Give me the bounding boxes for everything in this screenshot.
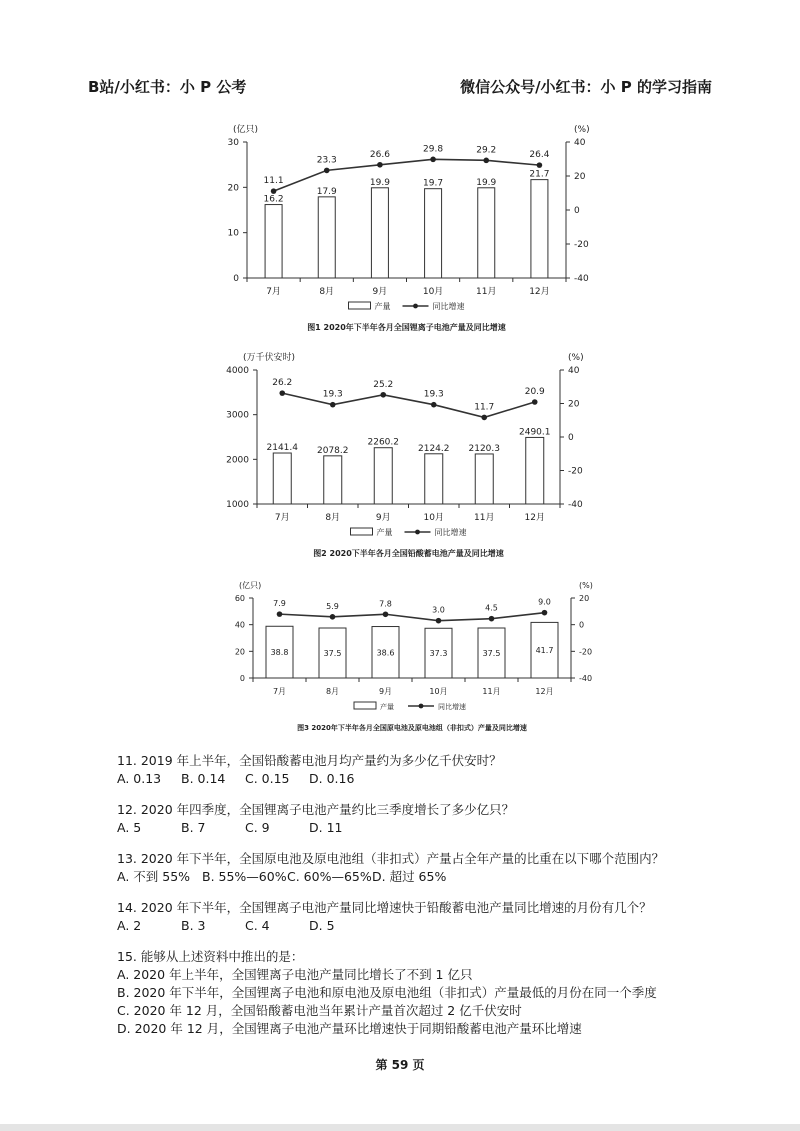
- growth-point: [324, 168, 330, 174]
- bar-value-label: 37.5: [482, 649, 501, 658]
- option-c[interactable]: C. 4: [245, 918, 270, 933]
- growth-point: [380, 392, 386, 398]
- x-tick-label: 7月: [272, 687, 287, 696]
- option-row: [117, 819, 757, 837]
- legend-line-label: 同比增速: [432, 302, 465, 311]
- y2-tick-label: -20: [574, 240, 589, 250]
- y2-tick-label: -20: [579, 647, 593, 657]
- bar-value-label: 2260.2: [367, 437, 399, 448]
- x-tick-label: 10月: [429, 687, 448, 696]
- question-13: [117, 850, 757, 886]
- legend-bar-label: 产量: [376, 528, 393, 537]
- bar-value-label: 19.9: [476, 177, 497, 188]
- x-tick-label: 11月: [482, 687, 501, 696]
- bar-value-label: 19.9: [369, 177, 390, 188]
- option-b[interactable]: B. 7: [181, 820, 206, 835]
- x-tick-label: 9月: [378, 687, 393, 696]
- bar-value-label: 37.5: [323, 649, 342, 658]
- bar: [324, 456, 342, 504]
- bar: [526, 437, 544, 504]
- option-b[interactable]: B. 0.14: [181, 771, 226, 786]
- option-d[interactable]: D. 2020 年 12 月，全国锂离子电池产量环比增速快于同期铅酸蓄电池产量环比增速: [117, 1021, 582, 1036]
- x-tick-label: 8月: [319, 287, 335, 297]
- bar-value-label: 2490.1: [519, 427, 551, 438]
- legend-line-marker: [413, 304, 418, 309]
- y-tick-label: 30: [227, 138, 239, 148]
- bar-value-label: 19.7: [423, 178, 444, 189]
- header-right: 微信公众号/小红书：小 P 的学习指南: [460, 78, 712, 96]
- growth-line: [280, 613, 545, 621]
- y2-tick-label: 0: [568, 433, 574, 443]
- option-d[interactable]: D. 11: [309, 820, 343, 835]
- option-row: [117, 770, 757, 788]
- y2-tick-label: -20: [568, 466, 583, 477]
- bar-value-label: 2124.2: [418, 443, 450, 454]
- option-row: [117, 917, 757, 935]
- growth-value-label: 25.2: [373, 379, 394, 390]
- growth-point: [277, 611, 283, 617]
- bar: [531, 180, 548, 278]
- growth-point: [330, 402, 336, 408]
- question-15: [117, 948, 757, 1038]
- question-list: [117, 752, 757, 1051]
- growth-point: [377, 162, 383, 168]
- x-tick-label: 8月: [325, 687, 340, 696]
- x-tick-label: 12月: [524, 513, 545, 523]
- x-tick-label: 7月: [274, 513, 290, 523]
- chart-lead-acid-battery: [0, 340, 800, 570]
- chart-title: 图1 2020年下半年各月全国锂离子电池产量及同比增速: [307, 323, 506, 332]
- growth-value-label: 5.9: [326, 601, 339, 611]
- growth-value-label: 26.2: [272, 378, 293, 389]
- option-b[interactable]: B. 2020 年下半年，全国锂离子电池和原电池及原电池组（非扣式）产量最低的月份在同一个季度: [117, 985, 657, 1000]
- growth-point: [279, 390, 285, 396]
- option-d[interactable]: D. 超过 65%: [372, 869, 447, 884]
- growth-value-label: 9.0: [538, 597, 551, 607]
- scan-edge: [0, 1124, 800, 1131]
- y-tick-label: 1000: [226, 500, 249, 510]
- growth-value-label: 29.8: [423, 144, 444, 155]
- header-left: B站/小红书：小 P 公考: [88, 78, 247, 96]
- y-tick-label: 2000: [226, 455, 249, 466]
- x-tick-label: 11月: [474, 513, 495, 523]
- bar-value-label: 16.2: [263, 194, 284, 205]
- option-a[interactable]: A. 5: [117, 820, 142, 835]
- y2-tick-label: -40: [568, 500, 583, 510]
- growth-point: [489, 616, 495, 622]
- legend-line-marker: [415, 530, 420, 535]
- chart-title: 图3 2020年下半年各月全国原电池及原电池组（非扣式）产量及同比增速: [297, 724, 527, 732]
- right-unit-label: (%): [568, 353, 584, 363]
- y-tick-label: 0: [233, 274, 239, 284]
- bar: [475, 454, 493, 504]
- right-unit-label: (%): [574, 125, 590, 135]
- y-tick-label: 20: [227, 183, 239, 194]
- legend-bar-label: 产量: [374, 302, 391, 311]
- growth-line: [282, 393, 535, 417]
- bar-value-label: 2141.4: [266, 443, 298, 454]
- bar-value-label: 2078.2: [317, 445, 349, 456]
- bar: [374, 448, 392, 504]
- option-a[interactable]: A. 0.13: [117, 771, 162, 786]
- y2-tick-label: 40: [568, 366, 580, 376]
- growth-point: [271, 188, 277, 194]
- growth-point: [431, 402, 437, 408]
- bar: [265, 205, 282, 278]
- question-text: 14. 2020 年下半年，全国锂离子电池产量同比增速快于铅酸蓄电池产量同比增速的月份有几个？: [117, 900, 652, 915]
- growth-value-label: 7.9: [273, 599, 286, 609]
- growth-value-label: 11.1: [263, 176, 284, 187]
- question-14: [117, 899, 757, 935]
- x-tick-label: 11月: [476, 287, 497, 297]
- option-c[interactable]: C. 2020 年 12 月，全国铅酸蓄电池当年累计产量首次超过 2 亿千伏安时: [117, 1003, 522, 1018]
- left-unit-label: (万千伏安时): [243, 353, 296, 363]
- y-tick-label: 4000: [226, 366, 249, 376]
- growth-point: [383, 611, 389, 617]
- option-a[interactable]: A. 2: [117, 918, 142, 933]
- chart-primary-battery: [0, 572, 800, 742]
- y-tick-label: 10: [227, 228, 239, 239]
- legend-bar-swatch: [349, 302, 371, 309]
- growth-value-label: 19.3: [423, 389, 444, 400]
- y2-tick-label: -40: [579, 674, 593, 683]
- option-b[interactable]: B. 3: [181, 918, 206, 933]
- bar: [273, 453, 291, 504]
- page-number: 第 59 页: [375, 1058, 425, 1072]
- option-a[interactable]: A. 不到 55%: [117, 869, 191, 884]
- x-tick-label: 7月: [266, 287, 281, 297]
- growth-value-label: 20.9: [524, 386, 545, 397]
- option-d[interactable]: D. 5: [309, 918, 335, 933]
- bar-value-label: 41.7: [535, 646, 554, 656]
- bar: [371, 188, 388, 278]
- left-unit-label: (亿只): [233, 125, 259, 135]
- growth-value-label: 7.8: [379, 599, 392, 609]
- question-text: 11. 2019 年上半年，全国铅酸蓄电池月均产量约为多少亿千伏安时？: [117, 753, 502, 768]
- x-tick-label: 9月: [375, 513, 391, 523]
- growth-value-label: 4.5: [485, 603, 498, 613]
- y-tick-label: 60: [234, 594, 245, 603]
- right-unit-label: (%): [579, 581, 593, 590]
- question-text: 15. 能够从上述资料中推出的是：: [117, 949, 304, 964]
- growth-point: [537, 162, 543, 168]
- legend-line-marker: [419, 704, 424, 709]
- x-tick-label: 10月: [423, 513, 444, 523]
- y2-tick-label: 20: [568, 399, 580, 410]
- chart-lithium-battery: [0, 118, 800, 333]
- y-tick-label: 40: [234, 620, 245, 630]
- bar: [425, 189, 442, 278]
- growth-point: [330, 614, 336, 620]
- option-c[interactable]: C. 0.15: [245, 771, 290, 786]
- question-text: 13. 2020 年下半年，全国原电池及原电池组（非扣式）产量占全年产量的比重在以下哪个范围内？: [117, 851, 665, 866]
- y2-tick-label: 0: [574, 206, 580, 216]
- growth-point: [542, 610, 548, 616]
- bar-value-label: 37.3: [429, 649, 448, 659]
- bar: [478, 188, 495, 278]
- y2-tick-label: -40: [574, 274, 589, 284]
- growth-line: [274, 159, 540, 191]
- bar-value-label: 38.8: [270, 648, 289, 658]
- growth-value-label: 3.0: [432, 605, 445, 615]
- question-text: 12. 2020 年四季度，全国锂离子电池产量约比三季度增长了多少亿只？: [117, 802, 515, 817]
- bar-value-label: 21.7: [529, 169, 550, 180]
- option-b[interactable]: B. 55%—60%: [202, 869, 287, 884]
- growth-value-label: 26.6: [369, 149, 390, 160]
- growth-value-label: 19.3: [322, 389, 343, 400]
- left-unit-label: (亿只): [239, 581, 262, 590]
- bar: [318, 197, 335, 278]
- legend-bar-swatch: [354, 702, 376, 709]
- legend-bar-swatch: [351, 528, 373, 535]
- y2-tick-label: 20: [579, 594, 590, 603]
- question-11: [117, 752, 757, 788]
- option-c[interactable]: C. 9: [245, 820, 270, 835]
- x-tick-label: 10月: [422, 287, 444, 297]
- growth-value-label: 23.3: [316, 155, 337, 166]
- y2-tick-label: 20: [574, 172, 586, 182]
- growth-value-label: 11.7: [474, 402, 495, 413]
- bar-value-label: 2120.3: [468, 443, 500, 454]
- growth-point: [430, 157, 436, 163]
- legend-bar-label: 产量: [380, 703, 394, 711]
- x-tick-label: 12月: [529, 287, 550, 297]
- growth-point: [481, 415, 487, 421]
- option-c[interactable]: C. 60%—65%: [287, 869, 372, 884]
- bar-value-label: 17.9: [316, 186, 337, 197]
- option-row: [117, 868, 757, 886]
- y2-tick-label: 0: [579, 620, 585, 630]
- option-d[interactable]: D. 0.16: [309, 771, 355, 786]
- y-tick-label: 0: [239, 674, 245, 683]
- growth-point: [436, 618, 442, 624]
- y-tick-label: 3000: [226, 410, 249, 421]
- growth-value-label: 29.2: [476, 145, 497, 156]
- bar: [425, 454, 443, 504]
- growth-point: [532, 399, 538, 405]
- legend-line-label: 同比增速: [438, 703, 466, 711]
- legend-line-label: 同比增速: [434, 528, 467, 537]
- x-tick-label: 8月: [325, 513, 341, 523]
- chart-title: 图2 2020下半年各月全国铅酸蓄电池产量及同比增速: [313, 549, 504, 558]
- x-tick-label: 12月: [535, 687, 554, 696]
- question-12: [117, 801, 757, 837]
- y-tick-label: 20: [234, 647, 245, 657]
- growth-value-label: 26.4: [529, 150, 550, 161]
- bar-value-label: 38.6: [376, 648, 395, 658]
- option-a[interactable]: A. 2020 年上半年，全国锂离子电池产量同比增长了不到 1 亿只: [117, 967, 473, 982]
- x-tick-label: 9月: [372, 287, 388, 297]
- growth-point: [483, 158, 489, 164]
- y2-tick-label: 40: [574, 138, 586, 148]
